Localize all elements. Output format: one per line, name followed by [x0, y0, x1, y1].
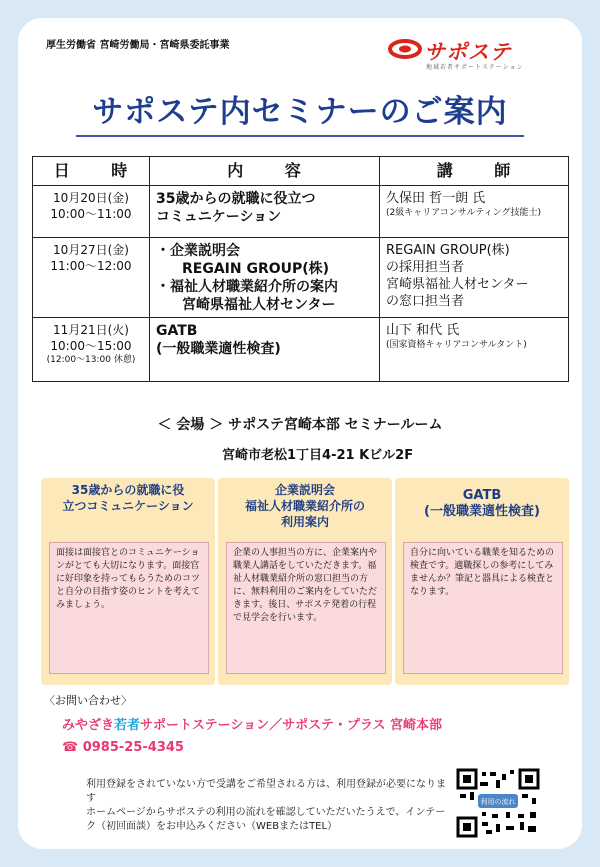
topic-line: コミュニケーション — [156, 209, 282, 225]
row-time: 11:00～12:00 — [50, 259, 132, 273]
lecturer-name: 久保田 哲一朗 氏 — [386, 191, 486, 206]
info-box-body: 企業の人事担当の方に、企業案内や職業人講話をしていただきます。福祉人材職業紹介所の窓口担当の方に、無料利用のご案内をしていただきます。後日、サポステ発着の行程で見学会を行います。 — [226, 542, 386, 674]
lecturer-name: 山下 和代 氏 — [386, 323, 460, 338]
title-line: 福祉人材職業紹介所の — [244, 499, 365, 513]
table-row — [33, 186, 569, 238]
lecturer-title: (2級キャリアコンサルティング技能士) — [386, 208, 541, 218]
header-datetime: 日 時 — [33, 157, 150, 186]
title-line: 企業説明会 — [274, 483, 335, 497]
table-header-row — [33, 157, 569, 186]
page-title: サポステ内セミナーのご案内 — [92, 94, 508, 130]
inquiry-label: 〈お問い合わせ〉 — [44, 694, 132, 707]
lecturer-line: の採用担当者 — [386, 260, 465, 275]
info-box-company — [218, 478, 392, 685]
topic-line: 35歳からの就職に役立つ — [156, 191, 316, 207]
info-box-title — [41, 478, 215, 514]
title-line: 立つコミュニケーション — [62, 499, 194, 513]
sponsor-text: 厚生労働省 宮崎労働局・宮崎県委託事業 — [46, 40, 230, 51]
qr-code-icon[interactable] — [456, 768, 540, 838]
org-part: サポートステーション／サポステ・プラス 宮崎本部 — [140, 718, 442, 733]
row-datetime — [33, 238, 150, 318]
header-lecturer: 講 師 — [380, 157, 569, 186]
row-date: 11月21日(火) — [53, 323, 129, 337]
logo-ring-icon — [388, 38, 422, 60]
row-topic — [150, 238, 380, 318]
topic-line: ・福祉人材職業紹介所の案内 — [156, 279, 338, 295]
lecturer-line: REGAIN GROUP(株) — [386, 243, 510, 258]
table-row — [33, 318, 569, 382]
topic-line: GATB — [156, 323, 198, 339]
note-line: 利用登録をされていない方で受講をご希望される方は、利用登録が必要になります — [86, 779, 446, 804]
phone-number[interactable]: ☎ 0985-25-4345 — [62, 740, 184, 755]
row-topic — [150, 318, 380, 382]
row-lecturer — [380, 318, 569, 382]
row-date: 10月20日(金) — [53, 191, 129, 205]
row-topic — [150, 186, 380, 238]
topic-line: REGAIN GROUP(株) — [182, 261, 330, 277]
note-line: ホームページからサポステの利用の流れを確認していただいたうえで、インテーク（初回面談）をお申込みください（WEBまたはTEL） — [86, 807, 446, 832]
row-lecturer — [380, 186, 569, 238]
info-box-communication — [41, 478, 215, 685]
org-part: 若者 — [114, 718, 141, 733]
topic-line: 宮崎県福祉人材センター — [182, 297, 336, 313]
row-break: (12:00～13:00 休憩) — [46, 355, 136, 365]
saposute-logo — [388, 36, 548, 70]
org-part: みやざき — [62, 718, 115, 733]
info-box-title — [395, 478, 569, 520]
title-line: 35歳からの就職に役 — [71, 483, 185, 497]
topic-line: (一般職業適性検査) — [156, 341, 281, 357]
logo-text: サポステ — [424, 40, 512, 64]
qr-label: 利用の流れ — [480, 798, 516, 806]
info-box-body: 自分に向いている職業を知るための検査です。適職探しの参考にしてみませんか？筆記と器具による検査となります。 — [403, 542, 563, 674]
title-line: 利用案内 — [280, 515, 329, 529]
row-lecturer — [380, 238, 569, 318]
header-content: 内 容 — [150, 157, 380, 186]
title-line: GATB — [462, 488, 502, 503]
lecturer-title: (国家資格キャリアコンサルタント) — [386, 340, 527, 350]
lecturer-line: の窓口担当者 — [386, 294, 465, 309]
organization-name — [62, 714, 442, 733]
title-line: (一般職業適性検査) — [424, 504, 540, 519]
row-datetime — [33, 186, 150, 238]
row-datetime — [33, 318, 150, 382]
info-box-body: 面接は面接官とのコミュニケーションがとても大切になります。面接官に好印象を持ってもらうためのコツと自分の目指す姿のヒントを考えてみましょう。 — [49, 542, 209, 674]
lecturer-line: 宮崎県福祉人材センター — [386, 277, 529, 292]
topic-line: ・企業説明会 — [156, 243, 240, 259]
row-time: 10:00～11:00 — [50, 207, 132, 221]
table-row — [33, 238, 569, 318]
venue-address: 宮崎市老松1丁目4-21 Kビル2F — [222, 448, 414, 463]
title-underline — [76, 135, 524, 137]
row-time: 10:00～15:00 — [50, 339, 132, 353]
info-box-gatb — [395, 478, 569, 685]
row-date: 10月27日(金) — [53, 243, 129, 257]
info-box-title — [218, 478, 392, 530]
logo-subtitle: 地域若者サポートステーション — [426, 64, 524, 71]
seminar-schedule-table — [32, 156, 569, 382]
venue-line: ＜ 会場 ＞ サポステ宮崎本部 セミナールーム — [157, 417, 443, 433]
registration-note — [86, 778, 446, 834]
